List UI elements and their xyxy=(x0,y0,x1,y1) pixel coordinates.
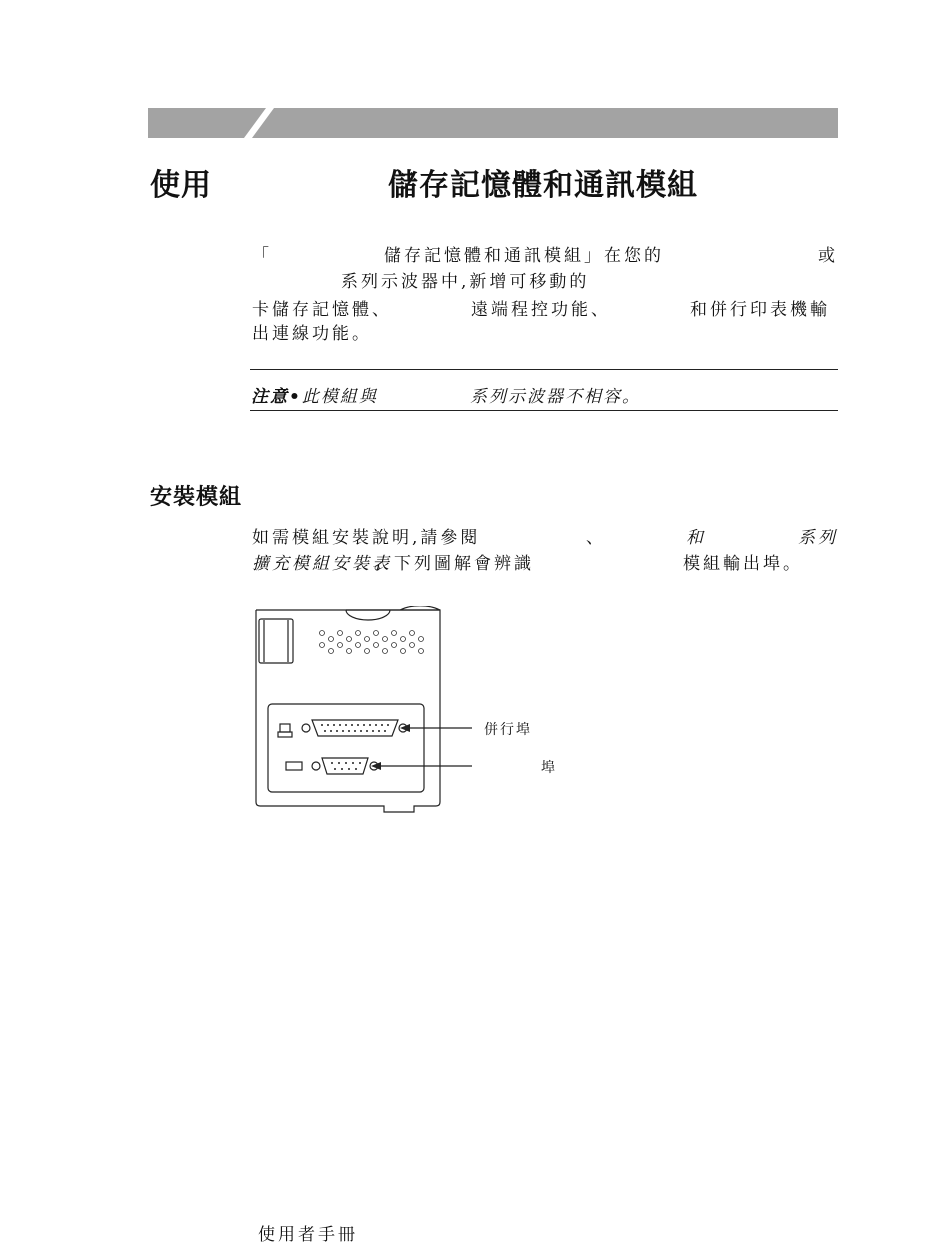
section-line1-b: 、 xyxy=(586,528,606,548)
note-text-b: 系列示波器不相容。 xyxy=(470,387,641,407)
note-text-a: 此模組與 xyxy=(301,387,378,407)
intro-line3-b: 遠端程控功能、 xyxy=(471,300,611,320)
intro-line1-or: 或 xyxy=(818,246,838,266)
intro-line4: 出連線功能。 xyxy=(252,324,372,344)
section-line2-b: 。下列圖解會辨識 xyxy=(374,554,534,574)
intro-line3-c: 和併行印表機輸 xyxy=(690,300,830,320)
note-top-rule xyxy=(250,369,838,370)
page-title-prefix: 使用 xyxy=(150,168,212,203)
module-diagram xyxy=(250,606,570,816)
section-line1-d: 系列 xyxy=(798,528,838,548)
intro-line1-text: 儲存記憶體和通訊模組」在您的 xyxy=(384,246,664,266)
intro-line2: 系列示波器中,新增可移動的 xyxy=(341,272,590,292)
note-separator: • xyxy=(289,387,302,407)
section-line1-c: 和 xyxy=(686,528,706,548)
note-bottom-rule xyxy=(250,410,838,411)
note-label: 注意 xyxy=(251,387,289,407)
parallel-port-label: 併行埠 xyxy=(484,722,532,738)
page-title: 儲存記憶體和通訊模組 xyxy=(388,168,698,203)
section-line2-c: 模組輸出埠。 xyxy=(683,554,803,574)
note-label-group xyxy=(251,382,378,407)
footer-text: 使用者手冊 xyxy=(258,1225,358,1245)
section-line2-a: 擴充模組安裝表 xyxy=(252,554,392,574)
section-line1-a: 如需模組安裝說明,請參閱 xyxy=(252,528,481,548)
intro-line1-open-quote: 「 xyxy=(252,246,272,266)
intro-line3-a: 卡儲存記憶體、 xyxy=(252,300,392,320)
header-band xyxy=(148,108,838,138)
section-heading: 安裝模組 xyxy=(150,485,243,510)
serial-port-label: 埠 xyxy=(541,760,557,776)
